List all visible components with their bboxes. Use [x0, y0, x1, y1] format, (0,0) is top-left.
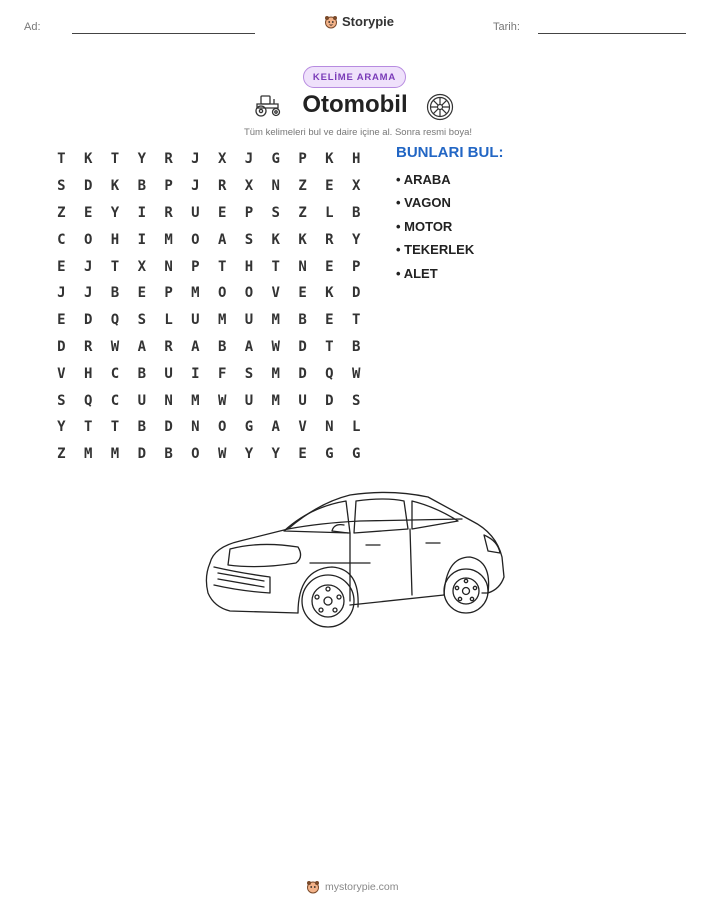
grid-cell[interactable]: R — [325, 231, 334, 248]
grid-cell[interactable]: K — [271, 231, 280, 248]
grid-cell[interactable]: P — [244, 204, 254, 221]
grid-cell[interactable]: C — [110, 365, 120, 382]
grid-cell[interactable]: S — [137, 312, 146, 329]
grid-cell[interactable]: S — [351, 392, 361, 409]
grid-cell[interactable]: B — [137, 178, 146, 195]
grid-cell[interactable]: H — [351, 151, 361, 168]
grid-cell[interactable]: D — [137, 446, 146, 463]
grid-cell[interactable]: P — [164, 285, 173, 302]
grid-cell[interactable]: A — [217, 231, 227, 248]
grid-cell[interactable]: T — [83, 419, 93, 436]
word-search-grid[interactable] — [48, 146, 370, 468]
grid-cell[interactable]: I — [137, 204, 146, 221]
grid-cell[interactable]: E — [137, 285, 146, 302]
grid-cell[interactable]: J — [191, 151, 200, 168]
grid-cell[interactable]: X — [244, 178, 254, 195]
storypie-mascot-icon — [306, 880, 320, 894]
instructions-text: Tüm kelimeleri bul ve daire içine al. Sonra resmi boya! — [243, 127, 473, 138]
grid-cell[interactable]: O — [244, 285, 254, 302]
grid-cell[interactable]: X — [351, 178, 361, 195]
grid-cell[interactable]: O — [217, 419, 227, 436]
grid-cell[interactable]: J — [191, 178, 200, 195]
grid-cell[interactable]: V — [271, 285, 280, 302]
grid-cell[interactable]: I — [191, 365, 200, 382]
brand-name: Storypie — [342, 14, 395, 29]
grid-cell[interactable]: D — [164, 419, 173, 436]
grid-cell[interactable]: P — [191, 258, 200, 275]
grid-cell[interactable]: E — [57, 258, 66, 275]
grid-cell[interactable]: O — [191, 231, 200, 248]
grid-cell[interactable]: M — [83, 446, 93, 463]
grid-cell[interactable]: U — [191, 312, 200, 329]
grid-cell[interactable]: R — [164, 338, 173, 355]
grid-cell[interactable]: G — [325, 446, 334, 463]
grid-cell[interactable]: V — [298, 419, 307, 436]
grid-cell[interactable]: G — [271, 151, 280, 168]
grid-cell[interactable]: D — [83, 178, 93, 195]
grid-cell[interactable]: P — [298, 151, 307, 168]
grid-cell[interactable]: Z — [298, 204, 307, 221]
word-list-title: BUNLARI BUL: — [396, 144, 504, 161]
grid-cell[interactable]: T — [110, 258, 120, 275]
wheel-icon — [426, 93, 454, 121]
grid-cell[interactable]: A — [244, 338, 254, 355]
grid-cell[interactable]: D — [325, 392, 334, 409]
grid-cell[interactable]: R — [83, 338, 93, 355]
grid-cell[interactable]: X — [217, 151, 227, 168]
grid-cell[interactable]: W — [217, 446, 227, 463]
footer — [306, 880, 399, 894]
grid-cell[interactable]: K — [110, 178, 120, 195]
activity-badge: KELİME ARAMA — [303, 66, 406, 88]
grid-cell[interactable]: E — [325, 312, 334, 329]
grid-cell[interactable]: H — [244, 258, 254, 275]
grid-cell[interactable]: T — [325, 338, 334, 355]
grid-cell[interactable]: T — [217, 258, 227, 275]
grid-cell[interactable]: Q — [325, 365, 334, 382]
grid-cell[interactable]: N — [271, 178, 280, 195]
grid-cell[interactable]: Z — [57, 204, 66, 221]
grid-cell[interactable]: Z — [57, 446, 66, 463]
grid-cell[interactable]: A — [191, 338, 200, 355]
grid-cell[interactable]: Q — [110, 312, 120, 329]
grid-cell[interactable]: F — [217, 365, 227, 382]
name-line[interactable] — [72, 33, 255, 34]
grid-cell[interactable]: J — [83, 258, 93, 275]
grid-cell[interactable]: E — [217, 204, 227, 221]
grid-cell[interactable]: Y — [244, 446, 254, 463]
grid-cell[interactable]: T — [110, 419, 120, 436]
grid-cell[interactable]: E — [325, 258, 334, 275]
grid-cell[interactable]: P — [351, 258, 361, 275]
grid-cell[interactable]: M — [271, 392, 280, 409]
brand-logo — [324, 14, 394, 29]
grid-cell[interactable]: A — [137, 338, 146, 355]
grid-cell[interactable]: K — [325, 151, 334, 168]
grid-cell[interactable]: Y — [271, 446, 280, 463]
grid-cell[interactable]: B — [217, 338, 227, 355]
grid-cell[interactable]: N — [164, 258, 173, 275]
grid-cell[interactable]: G — [351, 446, 361, 463]
grid-cell[interactable]: L — [325, 204, 334, 221]
grid-cell[interactable]: D — [83, 312, 93, 329]
grid-cell[interactable]: G — [244, 419, 254, 436]
grid-cell[interactable]: R — [217, 178, 227, 195]
grid-cell[interactable]: E — [83, 204, 93, 221]
grid-cell[interactable]: B — [164, 446, 173, 463]
grid-cell[interactable]: T — [57, 151, 66, 168]
grid-cell[interactable]: U — [244, 312, 254, 329]
grid-cell[interactable]: C — [110, 392, 120, 409]
footer-url[interactable]: mystorypie.com — [325, 881, 399, 893]
grid-cell[interactable]: E — [298, 446, 307, 463]
word-list-item: • VAGON — [396, 193, 474, 216]
grid-cell[interactable]: V — [57, 365, 66, 382]
grid-cell[interactable]: D — [298, 365, 307, 382]
grid-cell[interactable]: S — [57, 178, 66, 195]
grid-cell[interactable]: D — [298, 338, 307, 355]
grid-cell[interactable]: J — [57, 285, 66, 302]
grid-cell[interactable]: P — [164, 178, 173, 195]
grid-cell[interactable]: B — [351, 204, 361, 221]
grid-cell[interactable]: T — [271, 258, 280, 275]
word-list-item: • TEKERLEK — [396, 240, 474, 263]
date-label: Tarih: — [493, 21, 520, 33]
grid-cell[interactable]: W — [271, 338, 280, 355]
grid-cell[interactable]: Q — [83, 392, 93, 409]
grid-cell[interactable]: C — [57, 231, 66, 248]
grid-cell[interactable]: R — [164, 151, 173, 168]
grid-cell[interactable]: N — [325, 419, 334, 436]
grid-cell[interactable]: Z — [298, 178, 307, 195]
grid-cell[interactable]: E — [325, 178, 334, 195]
grid-cell[interactable]: M — [164, 231, 173, 248]
grid-cell[interactable]: Y — [57, 419, 66, 436]
grid-cell[interactable]: K — [298, 231, 307, 248]
grid-cell[interactable]: W — [217, 392, 227, 409]
grid-cell[interactable]: Y — [110, 204, 120, 221]
page-title: Otomobil — [302, 91, 408, 118]
grid-cell[interactable]: J — [244, 151, 254, 168]
grid-cell[interactable]: W — [110, 338, 120, 355]
grid-cell[interactable]: Y — [137, 151, 146, 168]
word-list-item: • ARABA — [396, 170, 474, 193]
grid-cell[interactable]: M — [110, 446, 120, 463]
grid-cell[interactable]: H — [83, 365, 93, 382]
grid-cell[interactable]: B — [137, 365, 146, 382]
grid-cell[interactable]: B — [110, 285, 120, 302]
grid-cell[interactable]: D — [351, 285, 361, 302]
word-list-item: • ALET — [396, 264, 474, 287]
grid-cell[interactable]: N — [191, 419, 200, 436]
name-label: Ad: — [24, 21, 41, 33]
grid-cell[interactable]: O — [83, 231, 93, 248]
grid-cell[interactable]: M — [271, 365, 280, 382]
grid-cell[interactable]: S — [57, 392, 66, 409]
grid-cell[interactable]: B — [351, 338, 361, 355]
car-illustration[interactable] — [200, 485, 510, 640]
grid-cell[interactable]: U — [137, 392, 146, 409]
grid-cell[interactable]: L — [351, 419, 361, 436]
grid-cell[interactable]: K — [325, 285, 334, 302]
grid-cell[interactable]: H — [110, 231, 120, 248]
grid-cell[interactable]: N — [164, 392, 173, 409]
grid-cell[interactable]: O — [191, 446, 200, 463]
grid-cell[interactable]: B — [137, 419, 146, 436]
grid-cell[interactable]: O — [217, 285, 227, 302]
grid-cell[interactable]: E — [298, 285, 307, 302]
grid-cell[interactable]: U — [164, 365, 173, 382]
word-list — [396, 170, 474, 287]
grid-cell[interactable]: S — [244, 231, 254, 248]
grid-cell[interactable]: M — [191, 392, 200, 409]
grid-cell[interactable]: M — [271, 312, 280, 329]
word-list-item: • MOTOR — [396, 217, 474, 240]
grid-cell[interactable]: A — [271, 419, 280, 436]
grid-cell[interactable]: I — [137, 231, 146, 248]
grid-cell[interactable]: B — [298, 312, 307, 329]
grid-cell[interactable]: U — [191, 204, 200, 221]
grid-cell[interactable]: S — [244, 365, 254, 382]
grid-cell[interactable]: T — [110, 151, 120, 168]
grid-cell[interactable]: U — [298, 392, 307, 409]
grid-cell[interactable]: U — [244, 392, 254, 409]
grid-cell[interactable]: J — [83, 285, 93, 302]
grid-cell[interactable]: M — [217, 312, 227, 329]
grid-cell[interactable]: D — [57, 338, 66, 355]
grid-cell[interactable]: Y — [351, 231, 361, 248]
tractor-icon — [252, 93, 284, 117]
grid-cell[interactable]: K — [83, 151, 93, 168]
date-line[interactable] — [538, 33, 686, 34]
grid-cell[interactable]: W — [351, 365, 361, 382]
grid-cell[interactable]: S — [271, 204, 280, 221]
grid-cell[interactable]: M — [191, 285, 200, 302]
grid-cell[interactable]: N — [298, 258, 307, 275]
grid-cell[interactable]: E — [57, 312, 66, 329]
grid-cell[interactable]: T — [351, 312, 361, 329]
grid-cell[interactable]: R — [164, 204, 173, 221]
storypie-mascot-icon — [324, 15, 338, 29]
grid-cell[interactable]: X — [137, 258, 146, 275]
grid-cell[interactable]: L — [164, 312, 173, 329]
